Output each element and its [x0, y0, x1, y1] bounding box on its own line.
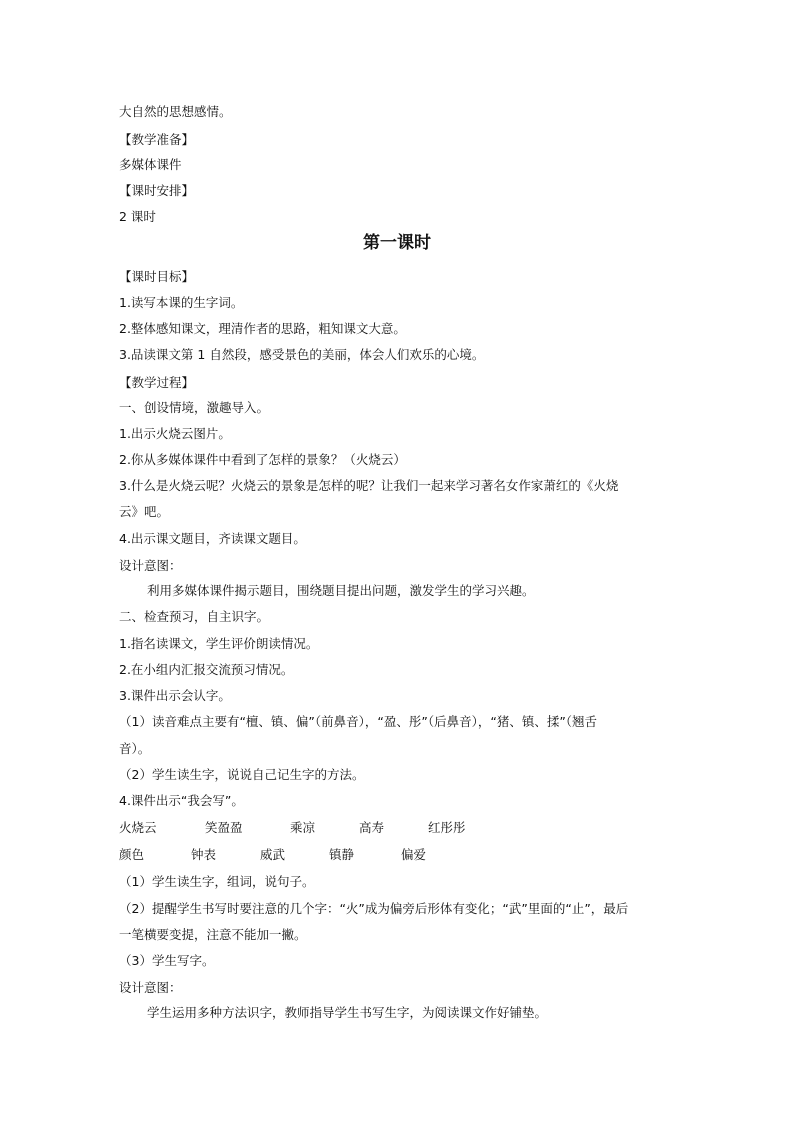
text-line: 4.课件出示“我会写”。	[119, 793, 244, 808]
design-intent-label: 设计意图：	[119, 558, 182, 573]
text-line: 3.课件出示会认字。	[119, 688, 231, 703]
text-line: 一笔横要变提，注意不能加一撇。	[119, 927, 307, 942]
text-line: 1.出示火烧云图片。	[119, 426, 231, 441]
text-line: （1）学生读生字，组词，说句子。	[119, 874, 315, 889]
text-line: 利用多媒体课件揭示题目，围绕题目提出问题，激发学生的学习兴趣。	[147, 583, 535, 598]
word-item: 高寿	[359, 820, 385, 835]
text-line: 音）。	[119, 741, 151, 756]
text-line: 2.在小组内汇报交流预习情况。	[119, 662, 294, 677]
text-line: 一、创设情境，激趣导入。	[119, 400, 270, 415]
section-heading-process: 【教学过程】	[119, 375, 195, 390]
text-line: （2）提醒学生书写时要注意的几个字：“火”成为偏旁后形体有变化；“武”里面的“止”，最后	[119, 901, 629, 916]
text-line: （2）学生读生字，说说自己记生字的方法。	[119, 767, 365, 782]
text-line: 2.整体感知课文，理清作者的思路，粗知课文大意。	[119, 321, 406, 336]
word-item: 钟表	[191, 847, 217, 862]
word-item: 偏爱	[401, 847, 427, 862]
section-heading-goals: 【课时目标】	[119, 269, 195, 284]
word-item: 火烧云	[119, 820, 157, 835]
word-item: 乘凉	[290, 820, 316, 835]
lesson-title: 第一课时	[363, 233, 431, 253]
text-line: （1）读音难点主要有“檀、镇、偏”（前鼻音），“盈、彤”（后鼻音），“猪、镇、揉”（翘舌	[119, 714, 598, 729]
text-line: 大自然的思想感情。	[119, 104, 232, 119]
section-heading-prep: 【教学准备】	[119, 132, 195, 147]
text-line: 多媒体课件	[119, 157, 182, 172]
text-line: 1.读写本课的生字词。	[119, 295, 244, 310]
word-item: 威武	[260, 847, 286, 862]
section-heading-schedule: 【课时安排】	[119, 183, 195, 198]
text-line: 2.你从多媒体课件中看到了怎样的景象？（火烧云）	[119, 452, 406, 467]
text-line: 3.品读课文第 1 自然段，感受景色的美丽，体会人们欢乐的心境。	[119, 347, 485, 362]
text-line: 云》吧。	[119, 504, 170, 519]
text-line: 3.什么是火烧云呢？火烧云的景象是怎样的呢？让我们一起来学习著名女作家萧红的《火烧	[119, 478, 619, 493]
word-item: 颜色	[119, 847, 145, 862]
design-intent-label: 设计意图：	[119, 980, 182, 995]
word-item: 镇静	[329, 847, 355, 862]
text-line: 4.出示课文题目，齐读课文题目。	[119, 531, 306, 546]
word-item: 笑盈盈	[205, 820, 243, 835]
text-line: 学生运用多种方法识字，教师指导学生书写生字，为阅读课文作好铺垫。	[147, 1005, 548, 1020]
word-item: 红彤彤	[428, 820, 466, 835]
text-line: 二、检查预习，自主识字。	[119, 609, 270, 624]
text-line: （3）学生写字。	[119, 953, 215, 968]
text-line: 1.指名读课文，学生评价朗读情况。	[119, 636, 319, 651]
text-line: 2 课时	[119, 209, 156, 224]
